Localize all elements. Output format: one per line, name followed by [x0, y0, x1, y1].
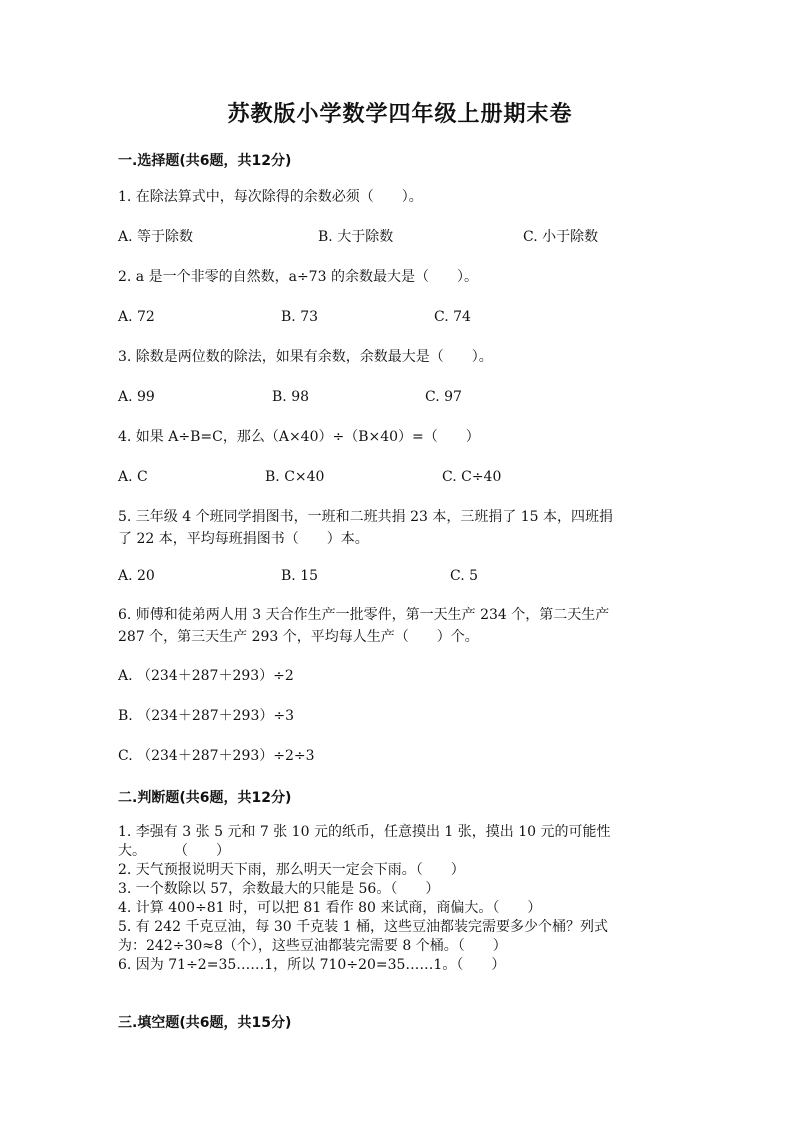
tf-line: 2. 天气预报说明天下雨，那么明天一定会下雨。（ ） — [118, 862, 465, 878]
question-3: 3. 除数是两位数的除法，如果有余数，余数最大是（ ）。 — [118, 349, 493, 365]
question-6-option-a: A. （234＋287＋293）÷2 — [118, 668, 294, 684]
tf-line: 3. 一个数除以 57，余数最大的只能是 56。（ ） — [118, 881, 440, 897]
question-4: 4. 如果 A÷B=C，那么（A×40）÷（B×40）=（ ） — [118, 429, 480, 445]
question-6-line-2: 287 个，第三天生产 293 个，平均每人生产（ ）个。 — [118, 629, 479, 645]
question-1: 1. 在除法算式中，每次除得的余数必须（ ）。 — [118, 189, 423, 205]
option-c: C. C÷40 — [442, 469, 502, 485]
option-b: B. 15 — [281, 568, 319, 584]
question-3-options — [118, 386, 718, 408]
option-b: B. C×40 — [265, 469, 325, 485]
question-6-option-b: B. （234＋287＋293）÷3 — [118, 708, 294, 724]
question-5 — [118, 506, 613, 550]
option-b: B. 大于除数 — [318, 229, 394, 245]
option-a: A. 等于除数 — [118, 229, 194, 245]
question-2: 2. a 是一个非零的自然数，a÷73 的余数最大是（ ）。 — [118, 269, 478, 285]
true-false-list — [118, 823, 678, 975]
section-heading-fill-in: 三.填空题(共6题，共15分) — [118, 1015, 292, 1031]
section-heading-true-false: 二.判断题(共6题，共12分) — [118, 790, 292, 806]
option-c: C. 5 — [450, 568, 479, 584]
option-a: A. C — [118, 469, 148, 485]
option-c: C. 97 — [425, 389, 462, 405]
tf-line: 1. 李强有 3 张 5 元和 7 张 10 元的纸币，任意摸出 1 张，摸出 10 元的可能性 — [118, 824, 611, 840]
tf-line: 为：242÷30≈8（个），这些豆油都装完需要 8 个桶。（ ） — [118, 938, 507, 954]
option-a: A. 99 — [118, 389, 155, 405]
option-a: A. 20 — [118, 568, 155, 584]
page-title: 苏教版小学数学四年级上册期末卷 — [227, 101, 573, 127]
tf-line: 5. 有 242 千克豆油，每 30 千克装 1 桶，这些豆油都装完需要多少个桶？列式 — [118, 919, 608, 935]
option-c: C. 74 — [434, 309, 471, 325]
question-2-options — [118, 306, 718, 328]
option-a: A. 72 — [118, 309, 155, 325]
question-6 — [118, 604, 609, 648]
question-6-option-c: C. （234＋287＋293）÷2÷3 — [118, 748, 315, 764]
question-6-line-1: 6. 师傅和徒弟两人用 3 天合作生产一批零件，第一天生产 234 个，第二天生产 — [118, 607, 610, 623]
question-5-line-1: 5. 三年级 4 个班同学捐图书，一班和二班共捐 23 本，三班捐了 15 本，四班捐 — [118, 509, 614, 525]
option-c: C. 小于除数 — [523, 229, 599, 245]
option-b: B. 98 — [272, 389, 310, 405]
question-4-options — [118, 466, 718, 488]
question-5-options — [118, 565, 718, 587]
section-heading-multiple-choice: 一.选择题(共6题，共12分) — [118, 153, 292, 169]
tf-line: 4. 计算 400÷81 时，可以把 81 看作 80 来试商，商偏大。（ ） — [118, 900, 542, 916]
question-5-line-2: 了 22 本，平均每班捐图书（ ）本。 — [118, 531, 369, 547]
tf-line: 大。 （ ） — [118, 843, 230, 859]
tf-line: 6. 因为 71÷2=35……1，所以 710÷20=35……1。（ ） — [118, 957, 506, 973]
option-b: B. 73 — [281, 309, 319, 325]
question-1-options — [118, 226, 718, 248]
